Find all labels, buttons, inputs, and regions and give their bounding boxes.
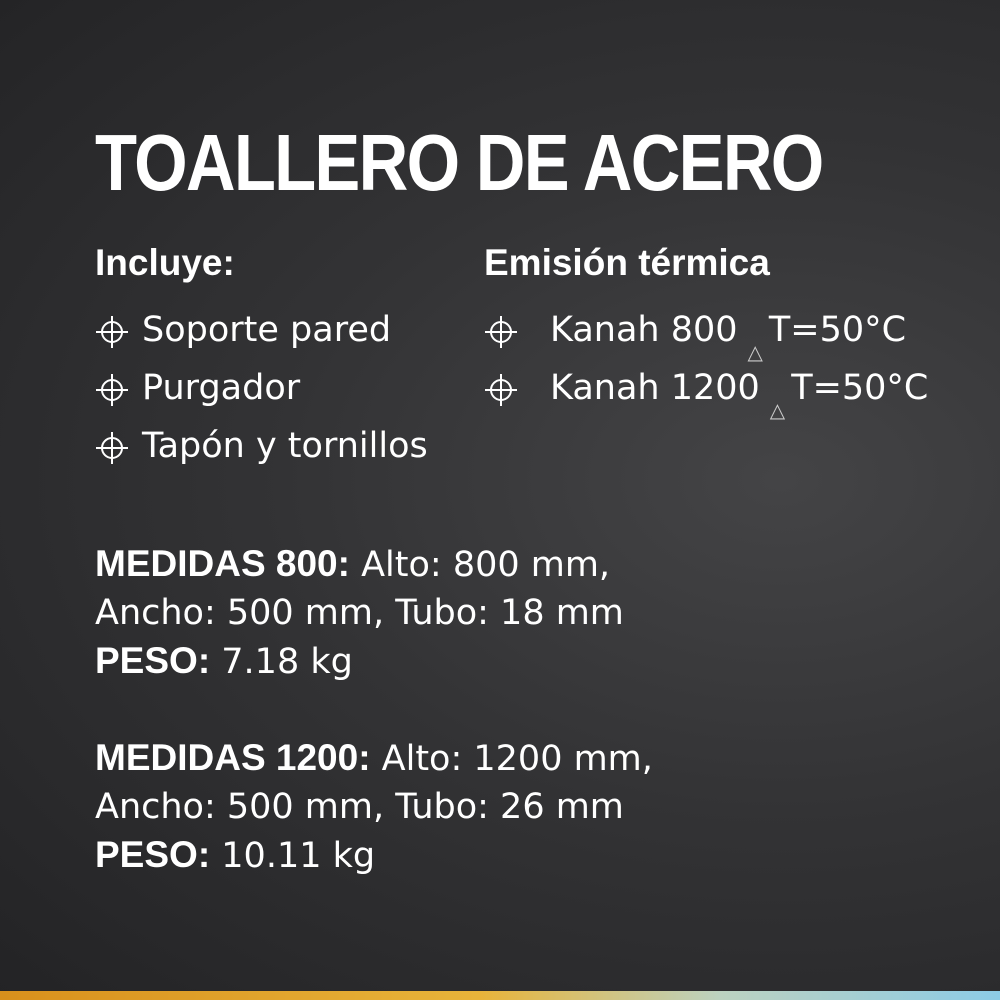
emission-model: Kanah 800 [550,310,738,350]
includes-list [95,306,428,480]
includes-heading: Incluye: [95,242,235,283]
list-item [484,364,928,422]
spec-block-800 [95,540,624,686]
spec-height: Alto: 1200 mm, [381,739,653,779]
emission-temp: T=50°C [791,368,929,408]
list-item [95,364,428,422]
crosshair-bullet-icon [484,373,518,407]
delta-symbol: △ [747,340,763,364]
spec-label: MEDIDAS 800: [95,543,350,584]
emission-temp: T=50°C [768,310,907,350]
emission-model: Kanah 1200 [550,368,760,408]
include-item-label: Purgador [142,368,301,408]
weight-value: 7.18 kg [221,642,353,682]
spec-line [95,637,624,686]
spec-line [95,831,653,880]
spec-line [95,540,624,589]
includes-section [95,240,428,480]
include-item-label: Tapón y tornillos [142,426,428,466]
crosshair-bullet-icon [484,315,518,349]
list-item [484,306,928,364]
delta-symbol: △ [769,398,786,422]
spec-dimensions: Ancho: 500 mm, Tubo: 18 mm [95,593,624,633]
include-item-label: Soporte pared [142,310,392,350]
spec-dimensions: Ancho: 500 mm, Tubo: 26 mm [95,787,624,827]
spec-height: Alto: 800 mm, [361,545,611,585]
page-title: TOALLERO DE ACERO [95,118,823,207]
weight-label: PESO: [95,640,211,681]
list-item [95,306,428,364]
list-item [95,422,428,480]
crosshair-bullet-icon [95,373,129,407]
crosshair-bullet-icon [95,431,129,465]
spec-line [95,734,653,783]
weight-value: 10.11 kg [221,836,376,876]
emission-heading: Emisión térmica [484,242,770,283]
spec-label: MEDIDAS 1200: [95,737,371,778]
accent-bar [0,991,1000,1000]
emission-section [484,240,928,422]
weight-label: PESO: [95,834,211,875]
emission-list [484,306,928,422]
spec-block-1200 [95,734,653,880]
crosshair-bullet-icon [95,315,129,349]
